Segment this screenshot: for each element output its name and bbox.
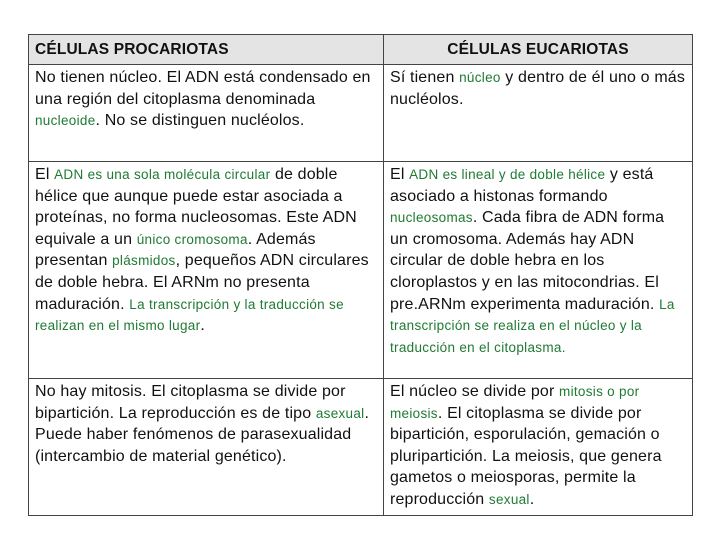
- highlighted-term: núcleo: [459, 70, 501, 85]
- cell-text: , pequeños ADN circulares de doble hebra. El ARNm no presenta maduración.: [35, 252, 369, 313]
- cell-text: . Puede haber fenómenos de parasexualidad (intercambio de material genético).: [35, 404, 370, 465]
- cell-text: . No se distinguen nucléolos.: [95, 112, 305, 130]
- cell-text: . El citoplasma se divide por bipartición, esporulación, gemación o pluripartición. La meiosis, que genera gametos o meiosporas, permite la reproducción: [390, 404, 662, 508]
- cell-text: . Además presentan: [35, 230, 316, 270]
- highlighted-term: asexual: [315, 405, 365, 421]
- cell-text: y está asociado a histonas formando: [390, 166, 654, 205]
- cell-text: .: [529, 490, 535, 508]
- cell-text: El núcleo se divide por: [390, 383, 560, 400]
- cell-eukaryotic: [384, 162, 693, 379]
- cell-text: .: [200, 317, 205, 335]
- cell-prokaryotic: [29, 162, 384, 379]
- cell-text: No tienen núcleo. El ADN está condensado en una región del citoplasma denominada: [35, 69, 371, 108]
- highlighted-term: ADN es una sola molécula circular: [54, 167, 271, 182]
- cell-prokaryotic: [29, 379, 384, 516]
- highlighted-term: plásmidos: [112, 253, 176, 269]
- cell-text: y dentro de él uno o más nucléolos.: [390, 69, 686, 108]
- cell-text: de doble hélice que aunque puede estar asociada a proteínas, no forma nucleosomas. Este ADN equivale a un: [35, 166, 357, 248]
- table-row: [29, 379, 693, 516]
- cell-prokaryotic: [29, 65, 384, 162]
- header-eukaryotic: CÉLULAS EUCARIOTAS: [384, 35, 693, 65]
- highlighted-term: ADN es lineal y de doble hélice: [409, 167, 606, 182]
- cell-text: Sí tienen: [390, 69, 460, 86]
- cell-text: No hay mitosis. El citoplasma se divide por bipartición. La reproducción es de tipo: [35, 383, 346, 422]
- header-row: [29, 35, 693, 65]
- highlighted-term: La transcripción y la traducción se realizan en el mismo lugar: [35, 296, 344, 334]
- cell-eukaryotic: [384, 379, 693, 516]
- cell-text: . Cada fibra de ADN forma un cromosoma. Además hay ADN circular de doble hebra en los cloroplastos y en las mitocondrias. El pre.ARNm experimenta maduración.: [390, 209, 665, 313]
- table-row: [29, 65, 693, 162]
- highlighted-term: mitosis o por meiosis: [390, 384, 640, 421]
- highlighted-term: único cromosoma: [136, 231, 248, 247]
- highlighted-term: nucleoide: [35, 113, 96, 129]
- highlighted-term: sexual: [488, 491, 530, 507]
- comparison-table: [28, 34, 693, 516]
- cell-eukaryotic: [384, 65, 693, 162]
- highlighted-term: La transcripción se realiza en el núcleo y la traducción en el citoplasma.: [390, 296, 675, 355]
- cell-text: El: [35, 166, 55, 183]
- cell-text: El: [390, 166, 410, 183]
- highlighted-term: nucleosomas: [390, 210, 473, 226]
- header-prokaryotic: CÉLULAS PROCARIOTAS: [29, 35, 384, 65]
- table-row: [29, 162, 693, 379]
